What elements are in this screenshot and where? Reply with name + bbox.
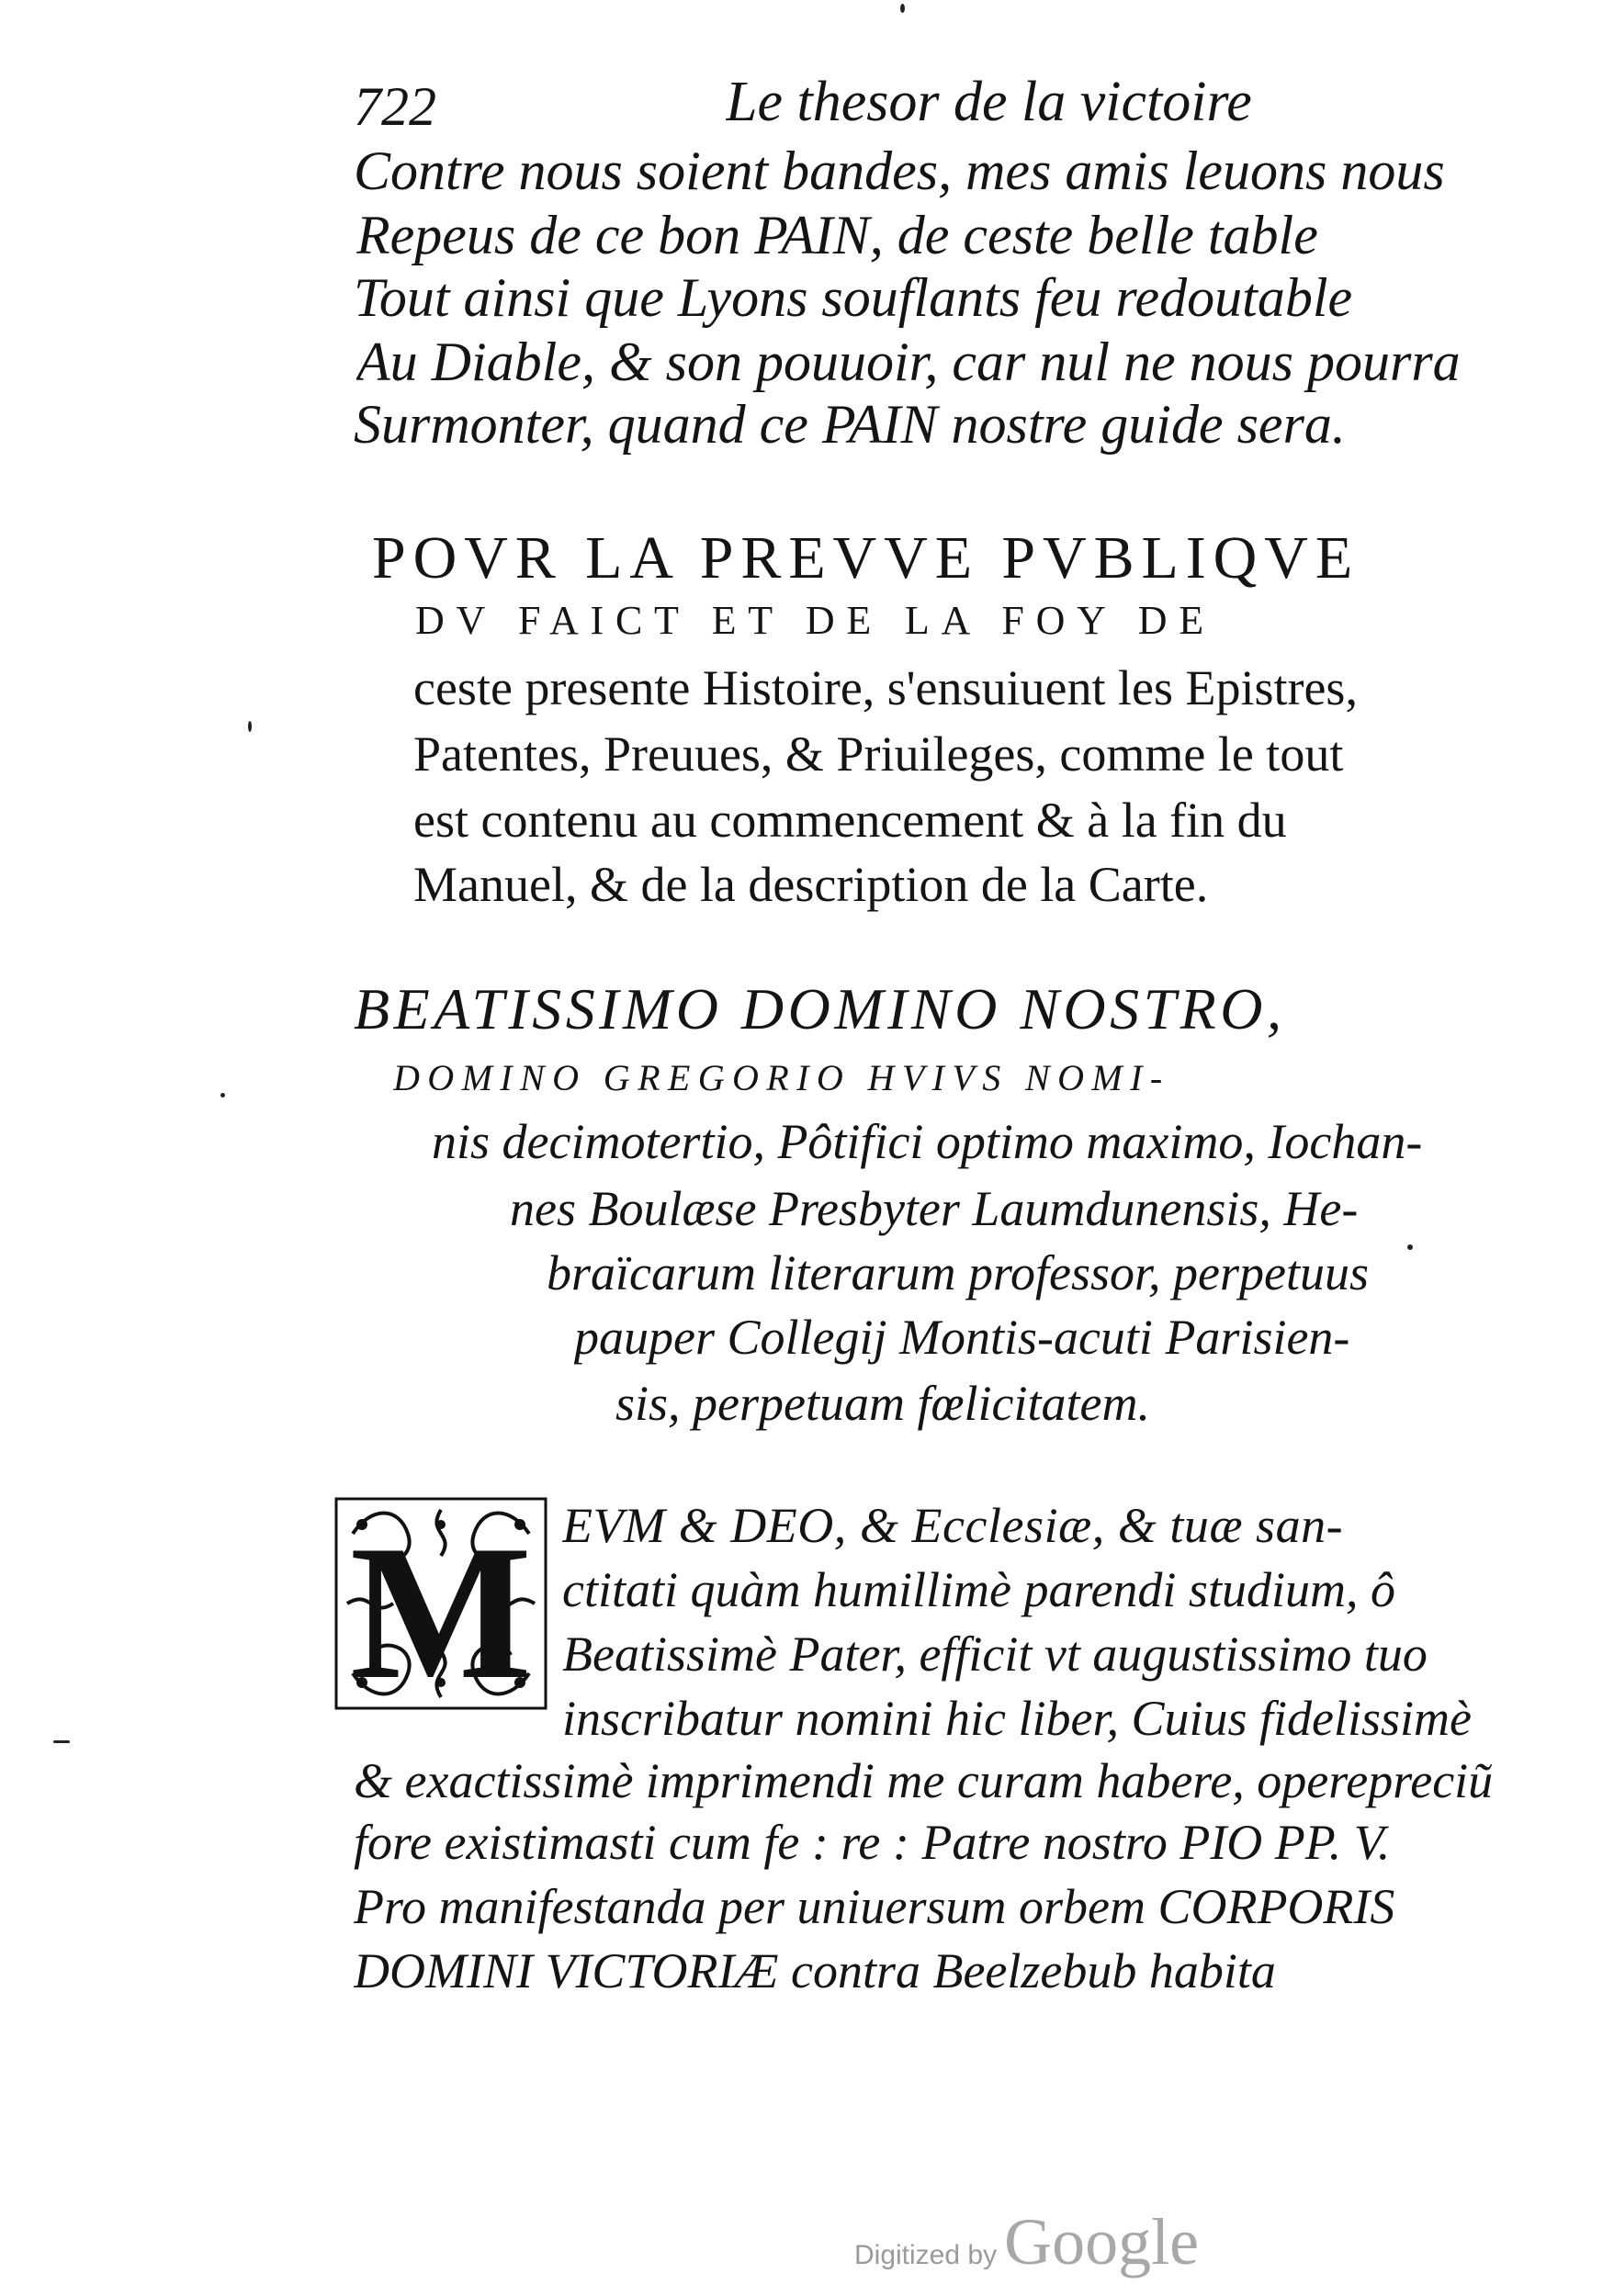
dedication-line: nis decimotertio, Pôtifici optimo maximo, Iochan- bbox=[432, 1114, 1423, 1169]
body-line: Beatissimè Pater, efficit vt augustissimo tuo bbox=[562, 1626, 1428, 1682]
running-title: Le thesor de la victoire bbox=[726, 71, 1252, 133]
verse-line: Contre nous soient bandes, mes amis leuons nous bbox=[354, 141, 1445, 201]
body-line: & exactissimè imprimendi me curam habere, operepreciũ bbox=[354, 1753, 1494, 1808]
verse-line: Au Diable, & son pouuoir, car nul ne nous pourra bbox=[356, 332, 1461, 392]
ink-speck bbox=[53, 1740, 70, 1743]
heading-text-line: ceste presente Histoire, s'ensuiuent les Epistres, bbox=[413, 660, 1358, 715]
google-logo: Google bbox=[1004, 2205, 1200, 2279]
dedication-line: sis, perpetuam fœlicitatem. bbox=[615, 1376, 1150, 1431]
dedication-line: pauper Collegij Montis-acuti Parisien- bbox=[574, 1310, 1350, 1365]
ink-speck bbox=[900, 4, 905, 13]
heading-text-line: est contenu au commencement & à la fin du bbox=[413, 793, 1287, 848]
ink-speck bbox=[220, 1093, 225, 1097]
dedication-line: nes Boulæse Presbyter Laumdunensis, He- bbox=[510, 1181, 1359, 1236]
body-line: EVM & DEO, & Ecclesiæ, & tuæ san- bbox=[562, 1498, 1344, 1553]
body-line: inscribatur nomini hic liber, Cuius fidelissimè bbox=[562, 1691, 1473, 1746]
digitized-watermark bbox=[854, 2204, 1199, 2278]
body-line: ctitati quàm humillimè parendi studium, ô bbox=[562, 1562, 1395, 1617]
watermark-prefix: Digitized by bbox=[854, 2240, 998, 2270]
page-number: 722 bbox=[354, 76, 436, 137]
ink-speck bbox=[1407, 1244, 1413, 1250]
section-subheading-french: DV FAICT ET DE LA FOY DE bbox=[415, 598, 1215, 643]
verse-line: Surmonter, quand ce PAIN nostre guide sera. bbox=[354, 394, 1346, 455]
dedication-heading: BEATISSIMO DOMINO NOSTRO, bbox=[354, 976, 1286, 1041]
dedication-line: braïcarum literarum professor, perpetuus bbox=[547, 1245, 1370, 1300]
ink-speck bbox=[248, 721, 252, 732]
verse-line: Repeus de ce bon PAIN, de ceste belle table bbox=[356, 205, 1318, 265]
section-heading-french: POVR LA PREVVE PVBLIQVE bbox=[372, 524, 1360, 591]
dedication-subheading: DOMINO GREGORIO HVIVS NOMI- bbox=[393, 1057, 1170, 1098]
drop-cap-letter: M bbox=[349, 1506, 533, 1710]
heading-text-line: Patentes, Preuues, & Priuileges, comme le tout bbox=[413, 726, 1344, 782]
body-line: DOMINI VICTORIÆ contra Beelzebub habita bbox=[354, 1943, 1276, 1998]
heading-text-line: Manuel, & de la description de la Carte. bbox=[413, 857, 1209, 912]
body-line: fore existimasti cum fe : re : Patre nostro PIO PP. V. bbox=[354, 1815, 1391, 1870]
verse-line: Tout ainsi que Lyons souflants feu redoutable bbox=[354, 267, 1353, 328]
ornamental-drop-cap bbox=[334, 1497, 547, 1710]
body-line: Pro manifestanda per uniuersum orbem CORPORIS bbox=[354, 1879, 1395, 1934]
